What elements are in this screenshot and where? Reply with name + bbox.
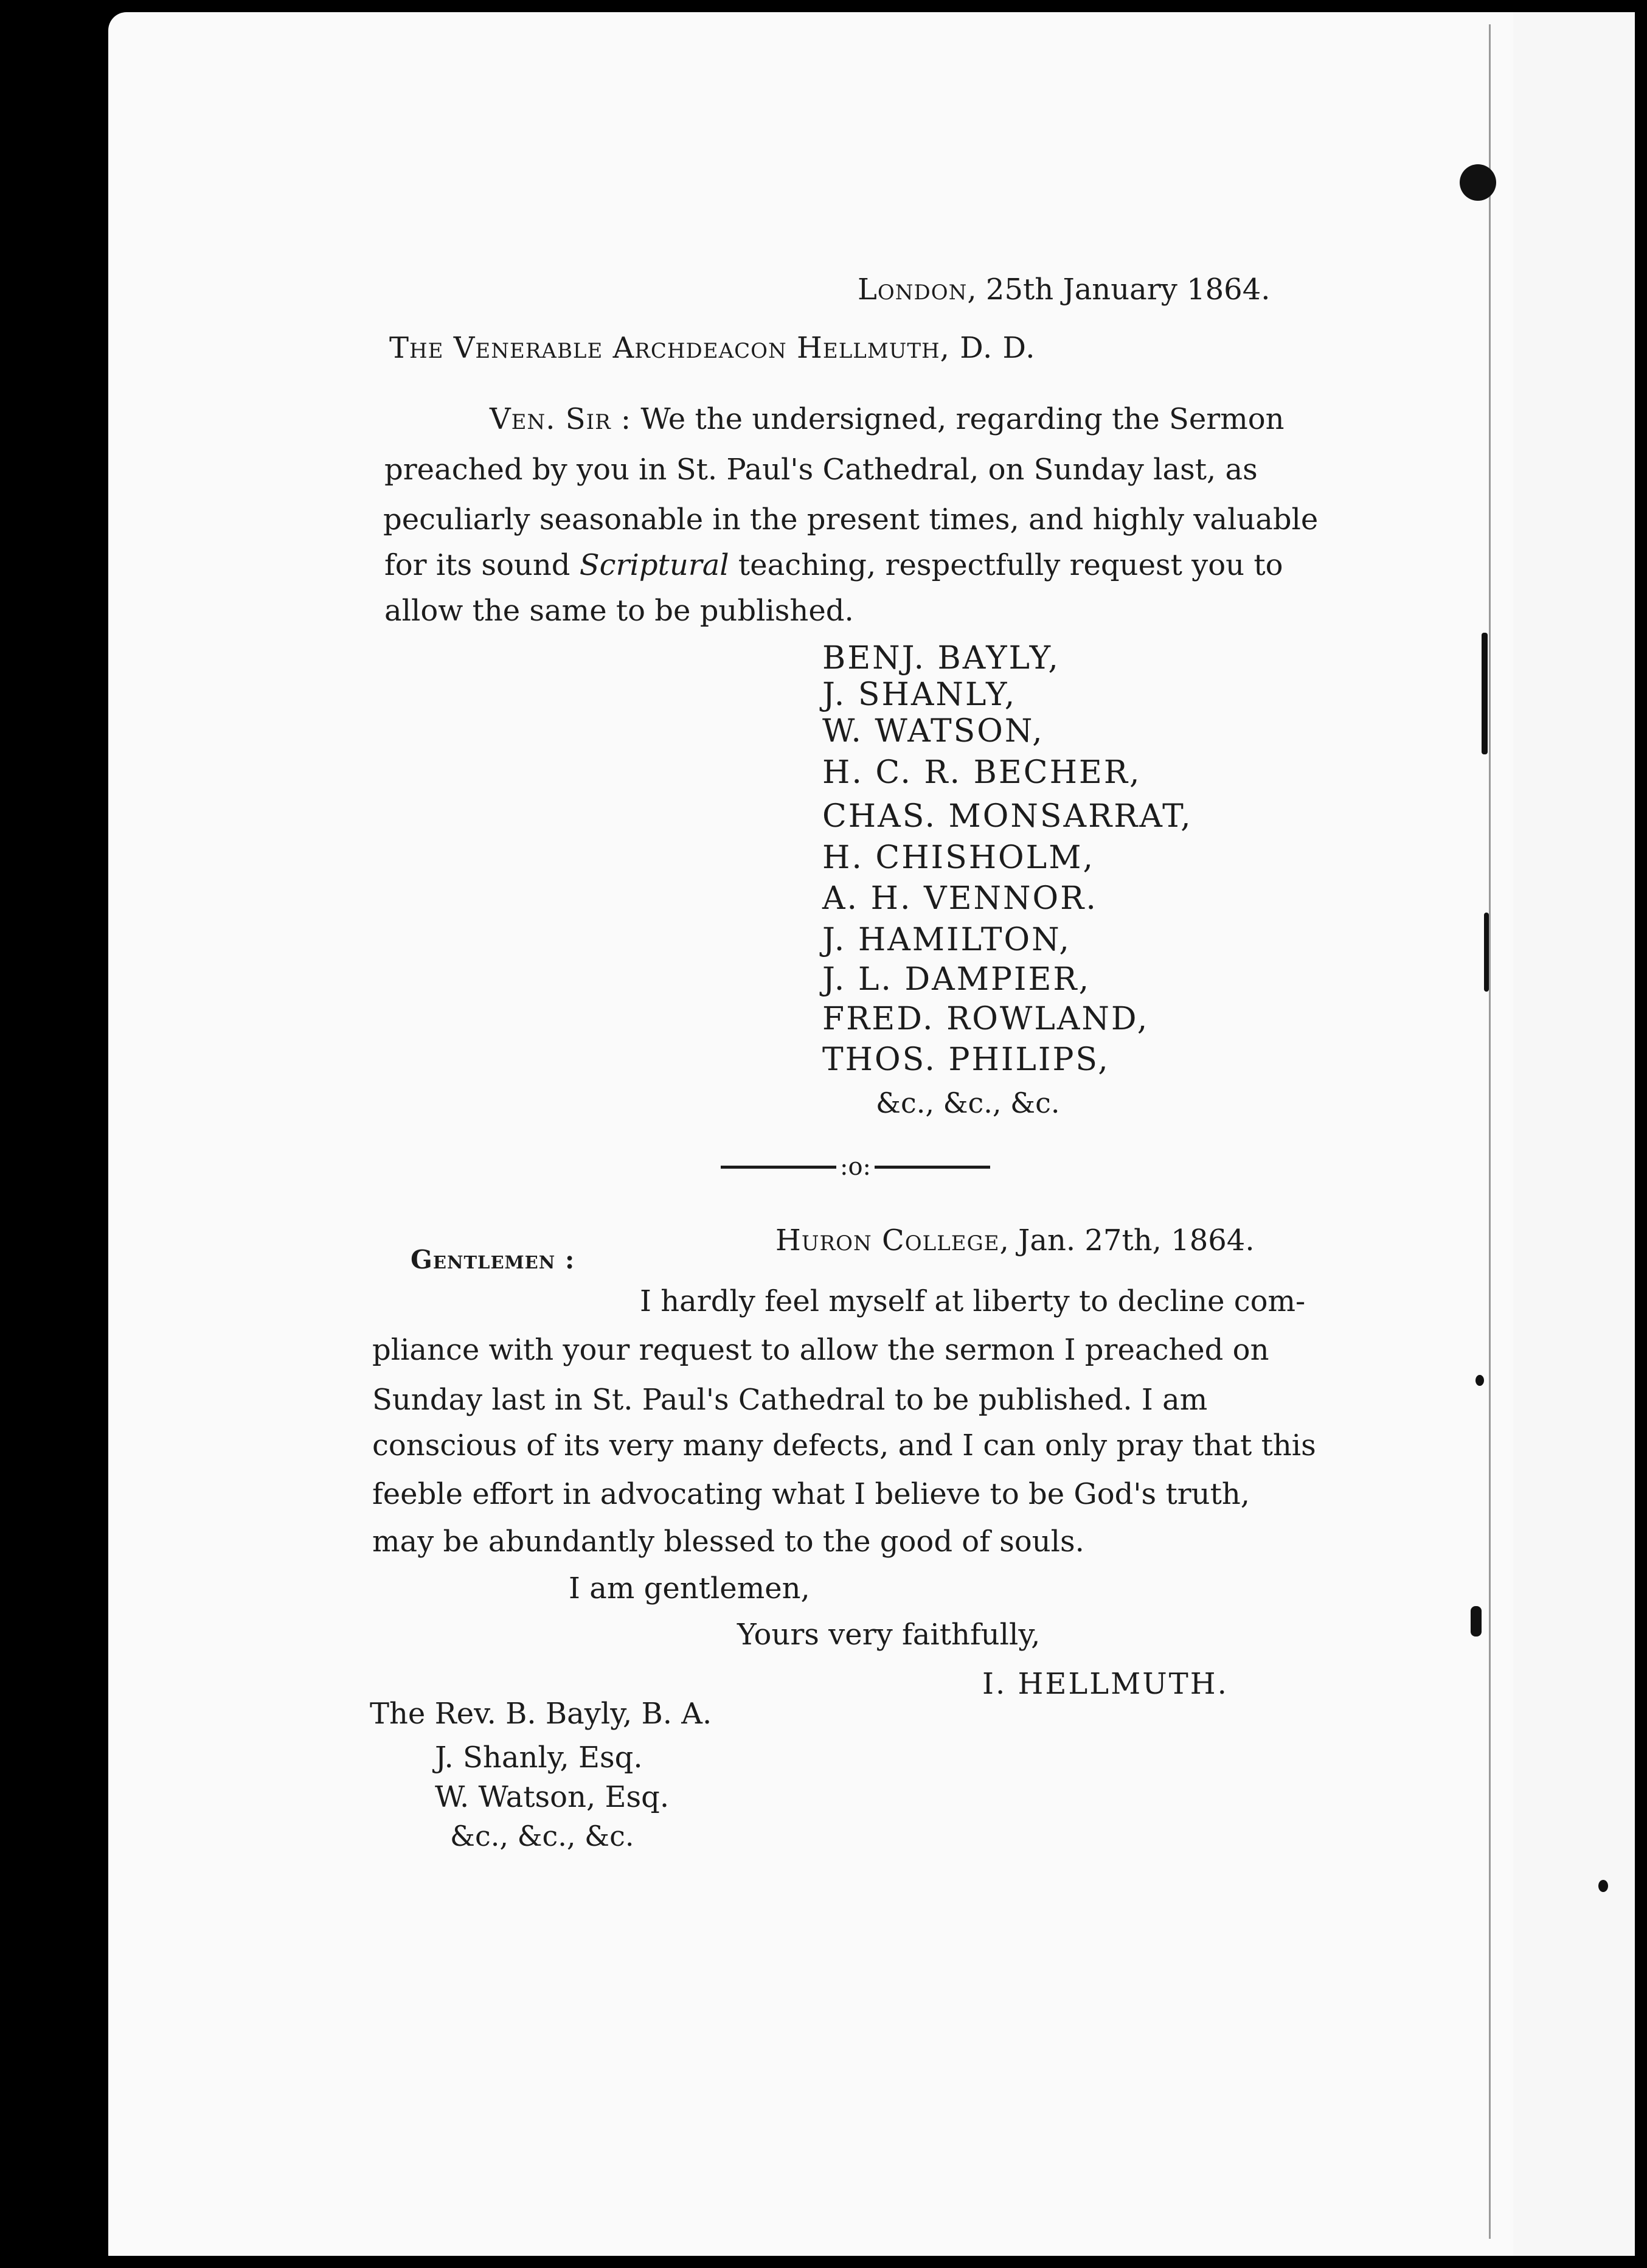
scan-speck	[1471, 1606, 1482, 1637]
signatory: CHAS. MONSARRAT,	[822, 798, 1193, 835]
recipient-line	[370, 1697, 712, 1731]
recipient: J. Shanly, Esq.	[435, 1741, 643, 1775]
body-line: We the undersigned, regarding the Sermon	[640, 402, 1285, 436]
body-line: conscious of its very many defects, and I can only pray that this	[372, 1428, 1316, 1463]
body-line: peculiarly seasonable in the present times, and highly valuable	[383, 503, 1319, 537]
dateline-date: , 25th January 1864.	[967, 273, 1271, 307]
scan-speck	[1484, 913, 1489, 992]
scan-speck	[1598, 1880, 1608, 1892]
dateline-place: Huron College	[775, 1223, 1000, 1257]
dateline-place: London	[858, 273, 968, 307]
dateline-1	[858, 273, 1271, 307]
valediction: Yours very faithfully,	[737, 1618, 1041, 1652]
body-line: may be abundantly blessed to the good of souls.	[372, 1525, 1084, 1559]
salutation: Ven. Sir :	[490, 402, 632, 436]
signatory: BENJ. BAYLY,	[822, 640, 1060, 677]
signatory: A. H. VENNOR.	[822, 880, 1098, 917]
scan-speck	[1475, 1375, 1484, 1386]
dateline-date: , Jan. 27th, 1864.	[999, 1223, 1255, 1257]
body-line: feeble effort in advocating what I believe to be God's truth,	[372, 1477, 1250, 1511]
facing-page-edge	[1513, 12, 1635, 2256]
addressee: The Venerable Archdeacon Hellmuth, D. D.	[389, 331, 1036, 365]
salutation: Gentlemen :	[411, 1245, 575, 1275]
divider-rule-left	[721, 1166, 836, 1169]
divider-ornament: :o:	[840, 1153, 872, 1181]
etcetera: &c., &c., &c.	[876, 1087, 1060, 1119]
signatory: J. L. DAMPIER,	[822, 961, 1091, 998]
signatory: W. WATSON,	[822, 713, 1044, 750]
body-line: I hardly feel myself at liberty to decline com-	[640, 1284, 1306, 1318]
body-line: allow the same to be published.	[384, 594, 854, 628]
signatory: THOS. PHILIPS,	[822, 1042, 1110, 1078]
signatory: H. CHISHOLM,	[822, 840, 1095, 876]
signatory: J. SHANLY,	[822, 677, 1017, 713]
emphasis-word: Scriptural	[579, 548, 729, 582]
signature: I. HELLMUTH.	[982, 1667, 1229, 1701]
scan-speck	[1482, 633, 1488, 754]
body-line: Sunday last in St. Paul's Cathedral to be published. I am	[372, 1383, 1208, 1417]
closing-line: I am gentlemen,	[569, 1571, 810, 1605]
etcetera: &c., &c., &c.	[450, 1820, 634, 1852]
divider-rule-right	[875, 1166, 990, 1169]
body-line: pliance with your request to allow the sermon I preached on	[372, 1333, 1269, 1367]
body-line: teaching, respectfully request you to	[738, 548, 1283, 582]
scan-speck	[1460, 164, 1496, 201]
recipient: W. Watson, Esq.	[435, 1780, 670, 1814]
section-divider	[721, 1153, 990, 1181]
body-line: for its sound	[384, 548, 570, 582]
body-line: preached by you in St. Paul's Cathedral, on Sunday last, as	[384, 453, 1258, 487]
recipient: The Rev. B. Bayly, B. A.	[370, 1697, 712, 1731]
letter1-line-4	[384, 548, 1283, 582]
letter1-line-1	[490, 402, 1285, 436]
dateline-2	[775, 1223, 1255, 1257]
page-gutter-line	[1489, 24, 1491, 2239]
signatory: H. C. R. BECHER,	[822, 754, 1142, 791]
signatory: J. HAMILTON,	[822, 922, 1071, 958]
signatory: FRED. ROWLAND,	[822, 1001, 1149, 1037]
